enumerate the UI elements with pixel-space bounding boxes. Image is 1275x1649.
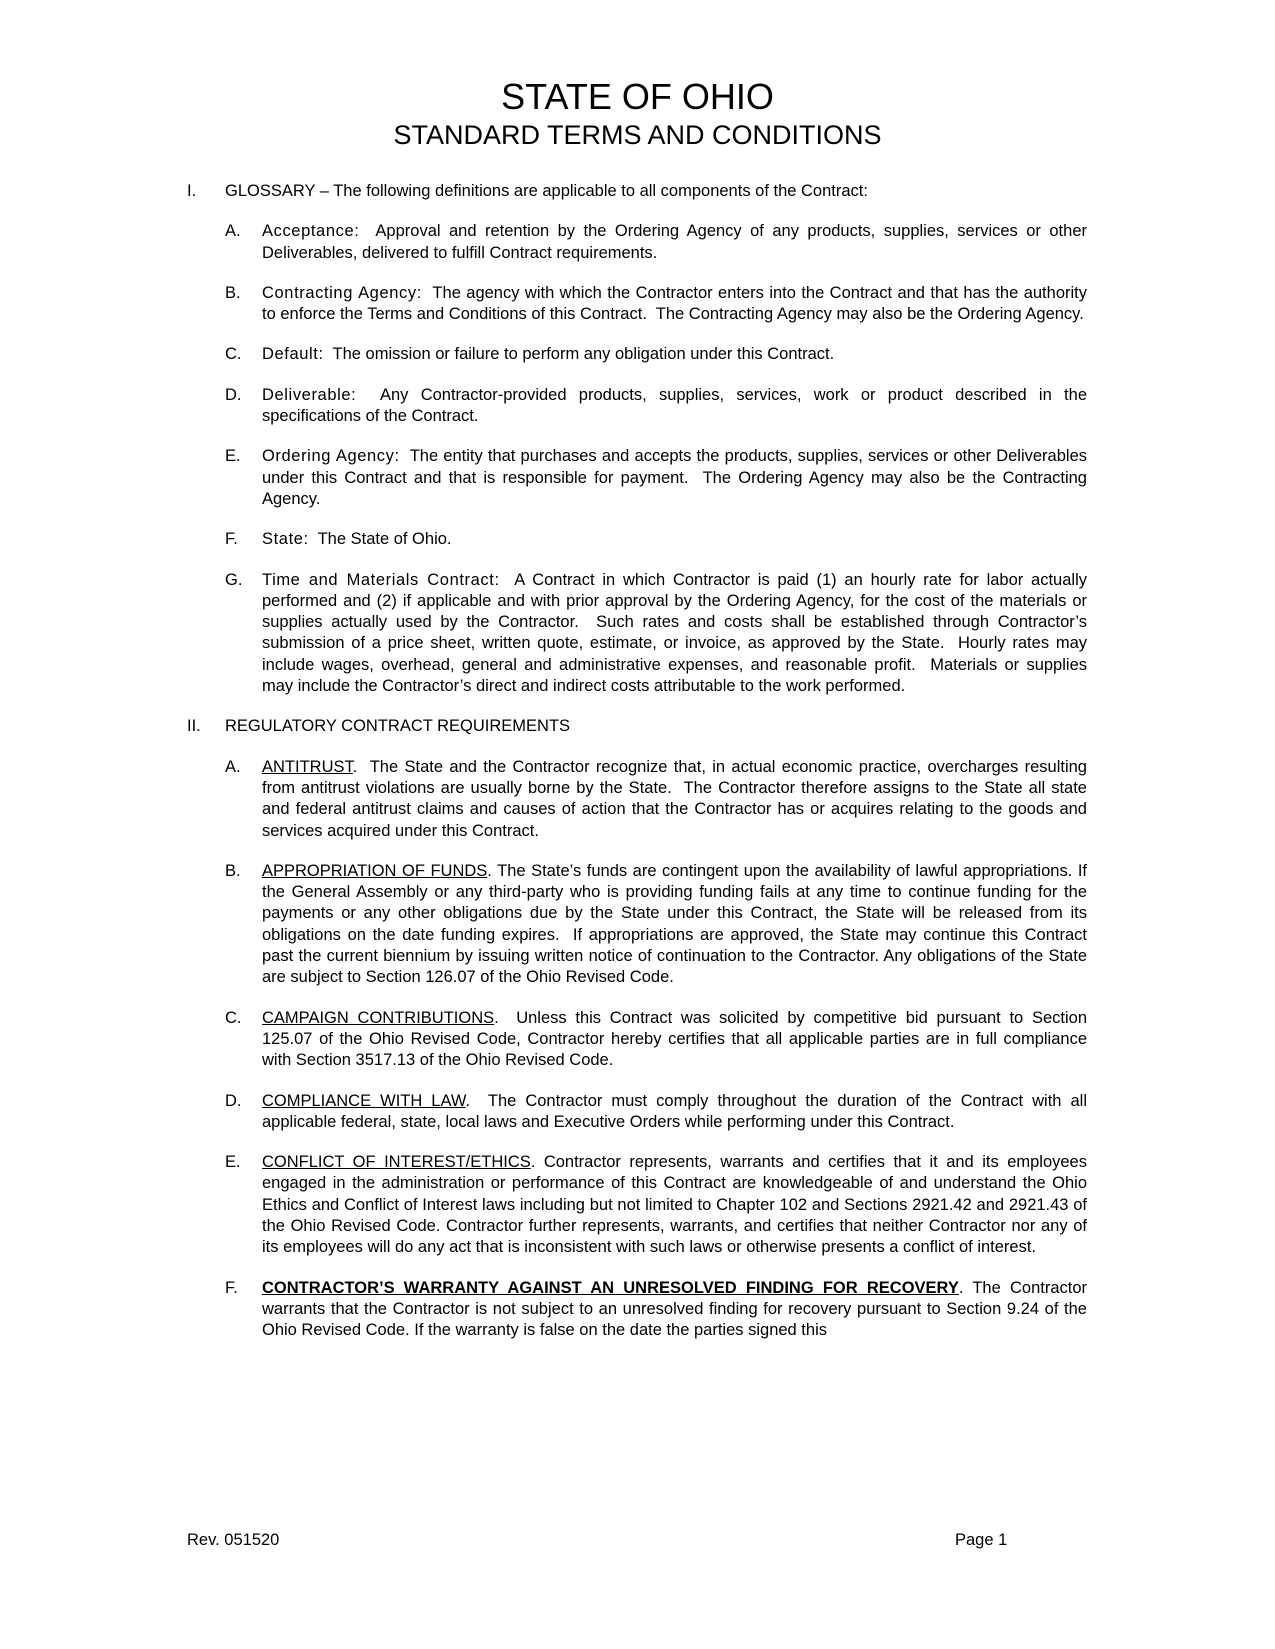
item-body: . Contractor represents, warrants and certifies that it and its employees engaged in the administration or performance of this Contract are knowledgeable of and understand the Ohio Ethics and Conflict of Interest laws including but not limited to Chapter 102 and Sections 2921.42 and 2921.43 of the Ohio Revised Code. Contractor further represents, warrants, and certifies that neither Contractor nor any of its employees will do any act that is inconsistent with such laws or otherwise presents a conflict of interest. <box>262 1153 1092 1257</box>
glossary-item-time-and-materials <box>225 570 1092 698</box>
item-letter: A. <box>225 222 241 241</box>
item-text <box>262 385 1092 428</box>
item-term: Acceptance: <box>262 222 360 241</box>
glossary-item-contracting-agency <box>225 283 1092 326</box>
item-term: Default: <box>262 345 324 364</box>
item-term: Ordering Agency: <box>262 447 400 466</box>
item-body: . The Contractor warrants that the Contractor is not subject to an unresolved finding for recovery pursuant to Section 9.24 of the Ohio Revised Code. If the warranty is false on the date the parties signed this <box>262 1278 1092 1340</box>
item-letter: E. <box>225 1153 241 1172</box>
glossary-item-acceptance <box>225 221 1092 264</box>
regulatory-item-campaign <box>225 1008 1092 1072</box>
item-letter: G. <box>225 570 243 589</box>
item-term: Contracting Agency: <box>262 283 422 302</box>
item-body: A Contract in which Contractor is paid (1) an hourly rate for labor actually performed and (2) if applicable and with prior approval by the Ordering Agency, for the cost of the materials or supplies actually used by the Contractor. Such rates and costs shall be established through Contractor’s submission of a price sheet, written quote, estimate, or invoice, as approved by the State. Hourly rates may include wages, overhead, general and administrative expenses, and reasonable profit. Materials or supplies may include the Contractor’s direct and indirect costs attributable to the work performed. <box>262 570 1092 696</box>
item-text <box>262 1091 1092 1134</box>
section-title: REGULATORY CONTRACT REQUIREMENTS <box>225 717 571 736</box>
section-glossary <box>187 181 1087 202</box>
glossary-item-state <box>225 529 1087 550</box>
item-letter: F. <box>225 1278 238 1297</box>
section-number: I. <box>187 182 197 200</box>
page-title: STATE OF OHIO <box>501 76 774 117</box>
item-letter: B. <box>225 283 241 302</box>
item-text <box>262 283 1092 326</box>
regulatory-item-conflict <box>225 1152 1092 1258</box>
regulatory-item-antitrust <box>225 757 1092 842</box>
regulatory-item-warranty <box>225 1278 1092 1342</box>
item-text <box>262 446 1092 510</box>
item-body: Approval and retention by the Ordering Agency of any products, supplies, services or other Deliverables, delivered to fulfill Contract requirements. <box>262 222 1092 262</box>
item-body: The agency with which the Contractor enters into the Contract and that has the authority to enforce the Terms and Conditions of this Contract. The Contracting Agency may also be the Ordering Agency. <box>262 283 1092 324</box>
item-body: The State of Ohio. <box>308 530 452 549</box>
item-text <box>262 757 1092 842</box>
section-number: II. <box>187 717 201 736</box>
item-body: . The State’s funds are contingent upon the availability of lawful appropriations. If the General Assembly or any third-party who is providing funding fails at any time to continue funding for the payments or any other obligations due by the State under this Contract, the State will be released from its obligations on the date funding expires. If appropriations are approved, the State may continue this Contract past the current biennium by issuing written notice of continuation to the Contractor. Any obligations of the State are subject to Section 126.07 of the Ohio Revised Code. <box>262 861 1092 987</box>
page-number: Page 1 <box>955 1531 1008 1549</box>
item-term: Time and Materials Contract: <box>262 570 500 589</box>
item-heading: APPROPRIATION OF FUNDS <box>262 861 488 880</box>
item-body: . Unless this Contract was solicited by competitive bid pursuant to Section 125.07 of the Ohio Revised Code, Contractor hereby certifies that all applicable parties are in full compliance with Section 3517.13 of the Ohio Revised Code. <box>262 1008 1092 1070</box>
item-body: . The State and the Contractor recognize that, in actual economic practice, overcharges resulting from antitrust violations are usually borne by the State. The Contractor therefore assigns to the State all state and federal antitrust claims and causes of action that the Contractor has or acquires relating to the goods and services acquired under this Contract. <box>262 757 1092 840</box>
item-letter: B. <box>225 861 241 880</box>
item-body: . The Contractor must comply throughout the duration of the Contract with all applicable federal, state, local laws and Executive Orders while performing under this Contract. <box>262 1091 1092 1131</box>
item-heading: CAMPAIGN CONTRIBUTIONS <box>262 1008 495 1027</box>
item-letter: F. <box>225 530 238 549</box>
item-heading: CONFLICT OF INTEREST/ETHICS <box>262 1153 531 1172</box>
glossary-item-default <box>225 344 1087 365</box>
regulatory-item-appropriation <box>225 861 1092 989</box>
page-subtitle: STANDARD TERMS AND CONDITIONS <box>393 120 882 150</box>
item-term: State: <box>262 530 309 549</box>
item-term: Deliverable: <box>262 385 357 404</box>
item-heading: CONTRACTOR’S WARRANTY AGAINST AN UNRESOLVED FINDING FOR RECOVERY <box>262 1278 959 1297</box>
item-text <box>262 221 1092 264</box>
section-title: GLOSSARY – The following definitions are applicable to all components of the Contract: <box>225 182 868 200</box>
item-text <box>262 529 1087 550</box>
item-letter: C. <box>225 1008 242 1027</box>
document-body <box>187 181 1092 1341</box>
glossary-item-ordering-agency <box>225 446 1092 510</box>
item-text <box>262 1008 1092 1072</box>
item-heading: COMPLIANCE WITH LAW <box>262 1091 466 1110</box>
item-heading: ANTITRUST <box>262 757 353 776</box>
section-regulatory <box>187 716 1087 737</box>
item-text <box>262 570 1092 698</box>
item-letter: D. <box>225 385 242 404</box>
item-letter: A. <box>225 757 241 776</box>
item-letter: E. <box>225 447 241 466</box>
item-text <box>262 861 1092 989</box>
item-text <box>262 1152 1092 1258</box>
item-text <box>262 1278 1092 1342</box>
item-body: The entity that purchases and accepts the products, supplies, services or other Deliverables under this Contract and that is responsible for payment. The Ordering Agency may also be the Contracting Agency. <box>262 447 1092 508</box>
revision-label: Rev. 051520 <box>187 1531 280 1549</box>
glossary-item-deliverable <box>225 385 1092 428</box>
regulatory-item-compliance <box>225 1091 1092 1134</box>
item-text <box>262 344 1087 365</box>
item-body: The omission or failure to perform any obligation under this Contract. <box>323 345 835 364</box>
item-letter: D. <box>225 1091 242 1110</box>
item-body: Any Contractor-provided products, supplies, services, work or product described in the specifications of the Contract. <box>262 385 1092 426</box>
item-letter: C. <box>225 345 242 364</box>
